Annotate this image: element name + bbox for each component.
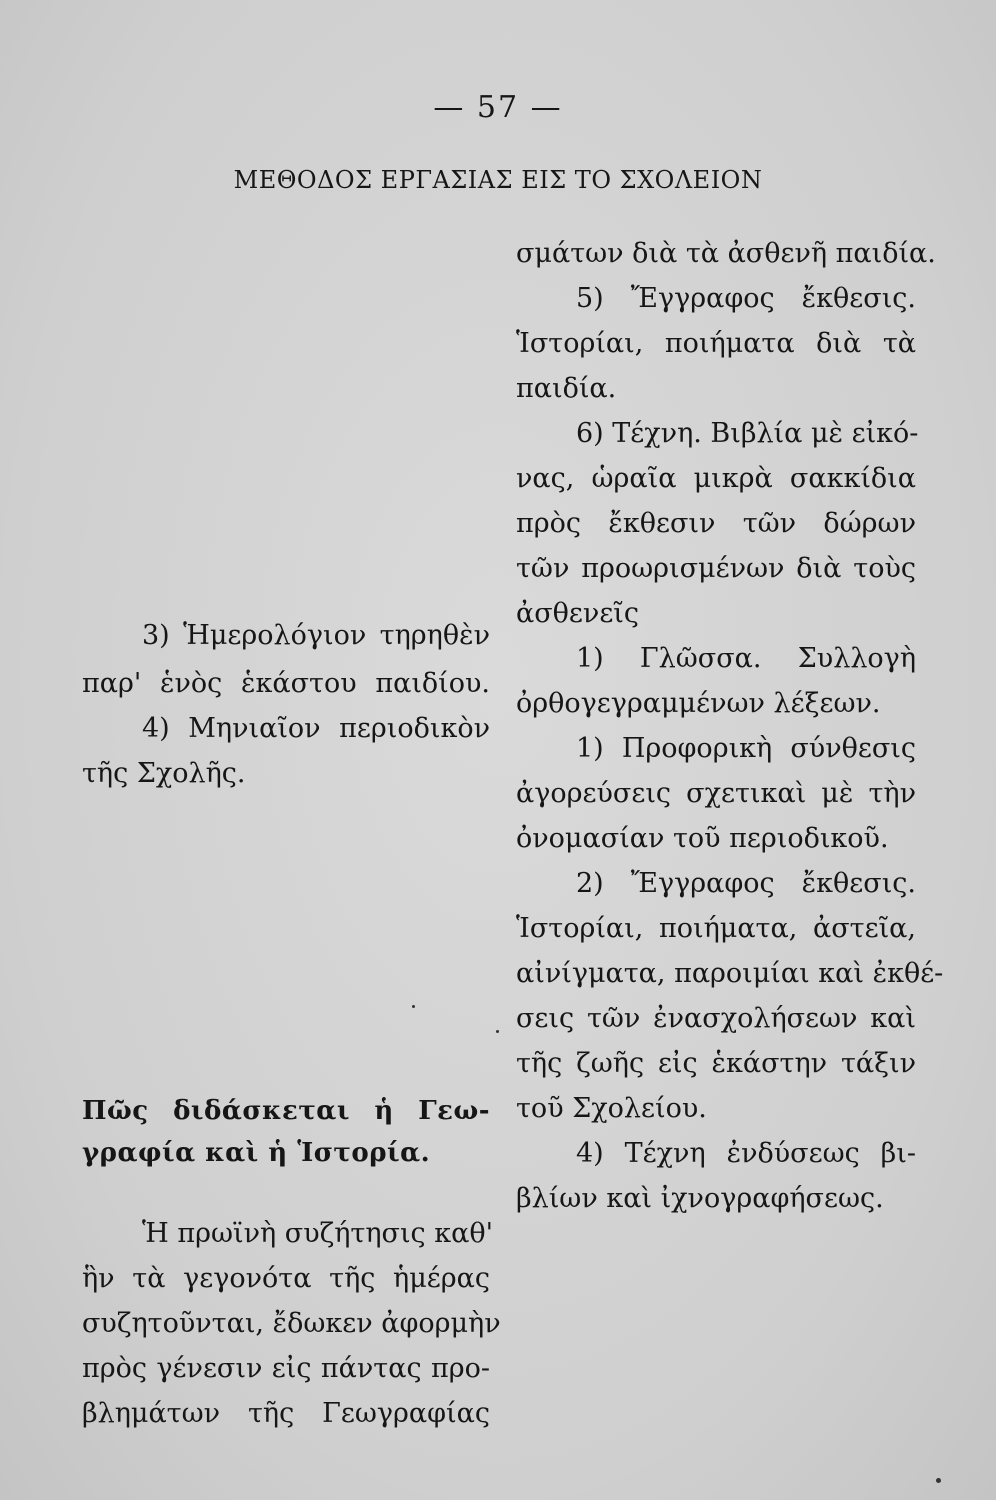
running-head: ΜΕΘΟΔΟΣ ΕΡΓΑΣΙΑΣ ΕΙΣ ΤΟ ΣΧΟΛΕΙΟΝ xyxy=(233,166,763,194)
text-line: ἀσθενεῖς xyxy=(516,598,640,629)
text-line: 5) Ἔγγραφος ἔκθεσις. xyxy=(576,283,916,314)
section-heading: Πῶς διδάσκεται ἡ Γεω- xyxy=(82,1096,490,1126)
print-speck xyxy=(496,1030,499,1033)
text-line: νας, ὡραῖα μικρὰ σακκίδια xyxy=(516,463,916,494)
list-item: παρ' ἑνὸς ἑκάστου παιδίου. xyxy=(82,668,490,699)
text-line: 4) Τέχνη ἐνδύσεως βι- xyxy=(576,1138,916,1169)
text-line: αἰνίγματα, παροιμίαι καὶ ἐκθέ- xyxy=(516,958,944,989)
text-line: 1) Προφορικὴ σύνθεσις xyxy=(576,733,916,764)
paragraph-line: Ἡ πρωϊνὴ συζήτησις καθ' xyxy=(142,1218,494,1249)
paragraph-line: πρὸς γένεσιν εἰς πάντας προ- xyxy=(82,1353,490,1384)
text-line: σεις τῶν ἐνασχολήσεων καὶ xyxy=(516,1003,916,1034)
text-line: ἀγορεύσεις σχετικαὶ μὲ τὴν xyxy=(516,778,916,809)
text-line: σμάτων διὰ τὰ ἀσθενῆ παιδία. xyxy=(516,238,936,269)
text-line: τῆς ζωῆς εἰς ἑκάστην τάξιν xyxy=(516,1048,916,1079)
text-line: ὀνομασίαν τοῦ περιοδικοῦ. xyxy=(516,823,889,854)
print-speck xyxy=(412,1005,415,1008)
text-line: 2) Ἔγγραφος ἔκθεσις. xyxy=(576,868,916,899)
paragraph-line: συζητοῦνται, ἔδωκεν ἀφορμὴν xyxy=(82,1308,501,1339)
text-line: παιδία. xyxy=(516,373,617,404)
paragraph-line: βλημάτων τῆς Γεωγραφίας xyxy=(82,1398,490,1429)
list-item: 3) Ἡμερολόγιον τηρηθὲν xyxy=(142,620,490,651)
text-line: πρὸς ἔκθεσιν τῶν δώρων xyxy=(516,508,916,539)
text-line: 6) Τέχνη. Βιβλία μὲ εἰκό- xyxy=(576,418,919,449)
text-line: τοῦ Σχολείου. xyxy=(516,1093,707,1124)
text-line: ὀρθογεγραμμένων λέξεων. xyxy=(516,688,881,719)
print-speck xyxy=(936,1478,941,1483)
section-heading: γραφία καὶ ἡ Ἱστορία. xyxy=(82,1138,431,1168)
text-line: Ἱστορίαι, ποιήματα, ἀστεῖα, xyxy=(516,913,916,944)
list-item: 4) Μηνιαῖον περιοδικὸν xyxy=(142,713,490,744)
text-line: 1) Γλῶσσα. Συλλογὴ xyxy=(576,643,916,674)
paragraph-line: ἣν τὰ γεγονότα τῆς ἡμέρας xyxy=(82,1263,490,1294)
list-item: τῆς Σχολῆς. xyxy=(82,758,246,789)
page-number: — 57 — xyxy=(433,90,563,125)
text-line: βλίων καὶ ἰχνογραφήσεως. xyxy=(516,1183,884,1214)
text-line: Ἱστορίαι, ποιήματα διὰ τὰ xyxy=(516,328,916,359)
text-line: τῶν προωρισμένων διὰ τοὺς xyxy=(516,553,916,584)
